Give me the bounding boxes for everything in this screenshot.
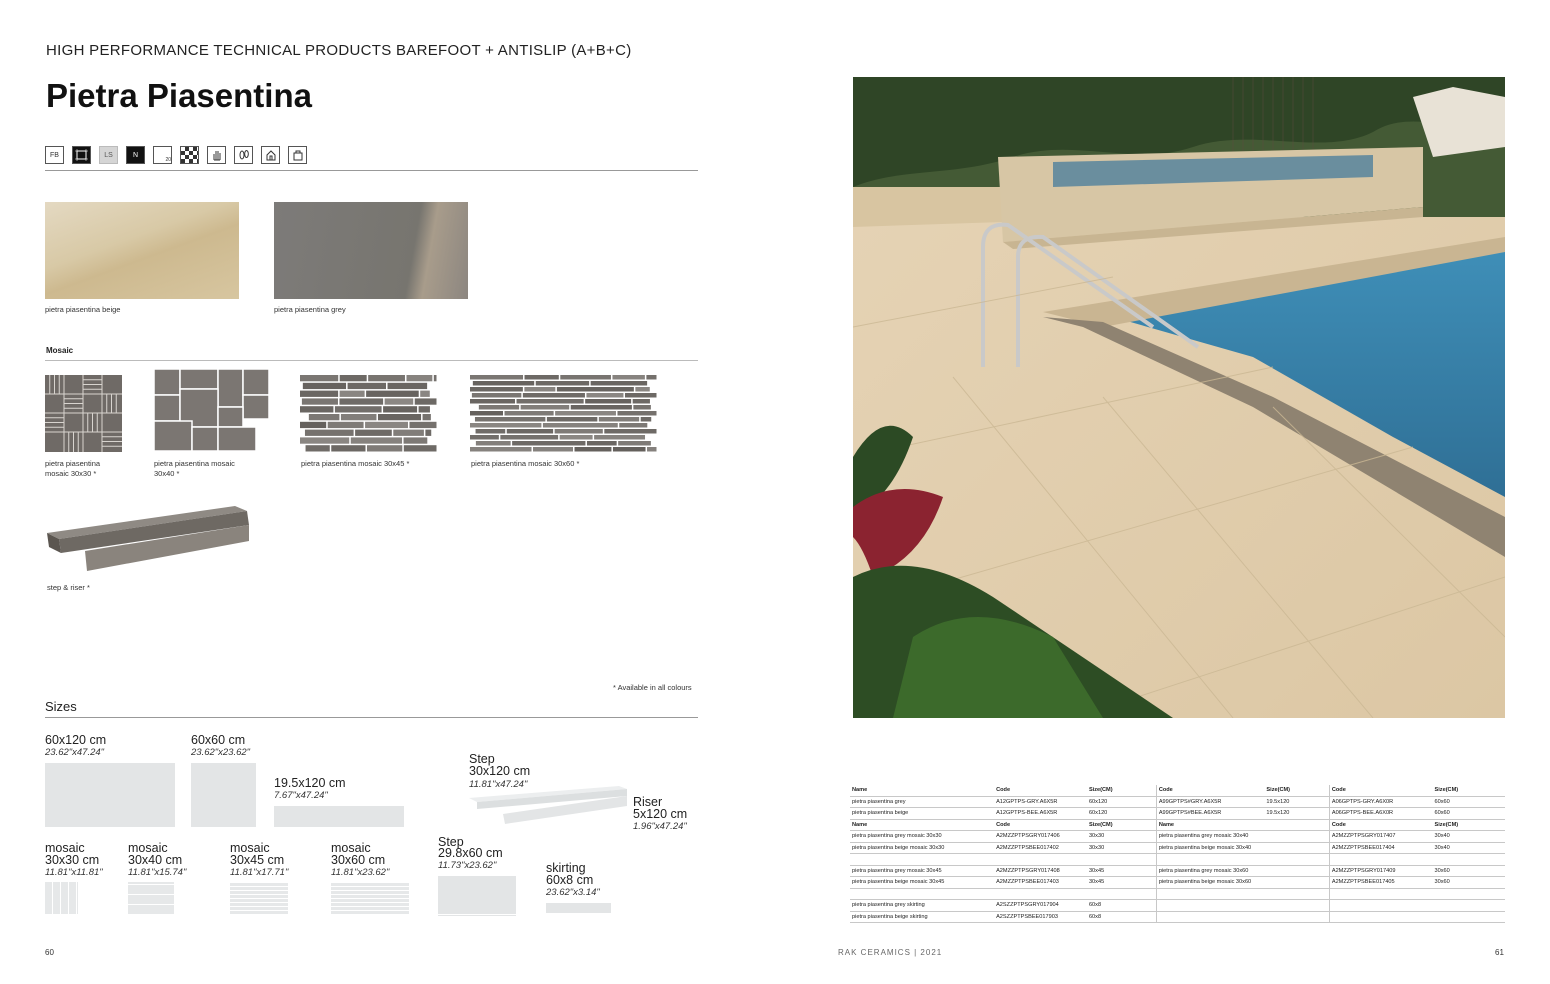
mosaic-strip: [619, 423, 647, 428]
spec-cell: [1264, 888, 1329, 900]
spec-cell: pietra piasentina grey mosaic 30x60: [1156, 865, 1264, 877]
size-m30x60-cm: 30x60 cm: [331, 853, 386, 867]
spec-cell: A2MZZPTPSGRY017408: [994, 865, 1087, 877]
spec-cell: [1087, 888, 1156, 900]
swatch-grey: [274, 202, 468, 299]
mosaic-strip: [555, 429, 603, 434]
spec-cell: A2MZZPTPSBEE017405: [1329, 877, 1432, 889]
mosaic-strip: [388, 383, 428, 389]
size-skirting-cm: 60x8 cm: [546, 873, 594, 887]
size-skirting-shape: [546, 903, 611, 913]
spec-cell: Code: [994, 819, 1087, 831]
mosaic-strip: [365, 422, 408, 428]
mosaic-strip: [517, 399, 584, 404]
spec-cell: [994, 888, 1087, 900]
mosaic-strip: [366, 391, 419, 397]
spec-cell: pietra piasentina grey mosaic 30x40: [1156, 831, 1264, 843]
spec-cell: [1156, 854, 1264, 866]
spec-cell: [1329, 888, 1432, 900]
mosaic-strip: [470, 447, 532, 452]
mosaic-strip: [635, 387, 649, 392]
ls-icon: LS: [99, 146, 118, 164]
mosaic-strip: [367, 445, 402, 451]
size-riser-kind: Riser: [633, 795, 663, 809]
mosaic-strip: [306, 445, 330, 451]
spec-cell: [1264, 911, 1329, 923]
page-number-left: 60: [45, 948, 54, 957]
size-m30x45-shape: [230, 882, 288, 914]
size-m30x40-kind: mosaic: [128, 841, 168, 855]
spec-cell: Code: [1156, 785, 1264, 796]
mosaic-strip: [633, 399, 650, 404]
size-19x120-shape: [274, 806, 404, 827]
mosaic-strip: [575, 447, 612, 452]
spec-cell: 30x40: [1433, 831, 1506, 843]
size-60x60-cm: 60x60 cm: [191, 733, 246, 747]
page-number-right: 61: [1495, 948, 1504, 957]
mosaic-strip: [420, 391, 430, 397]
page-title: Pietra Piasentina: [46, 77, 312, 114]
spec-cell: [1329, 854, 1432, 866]
mosaic-strip: [476, 429, 506, 434]
mosaic-strip: [586, 393, 623, 398]
size-step29-kind: Step: [438, 835, 464, 849]
size-skirting-in: 23.62"x3.14": [546, 887, 600, 898]
mosaic-strip: [646, 375, 656, 380]
mosaic-30x30-label-line1: pietra piasentina: [45, 459, 101, 468]
spec-cell: [1433, 888, 1506, 900]
mosaic-strip: [472, 393, 521, 398]
size-m30x30-cm: 30x30 cm: [45, 853, 100, 867]
mosaic-30x30-image: [45, 375, 122, 457]
mosaic-strip: [524, 387, 555, 392]
mosaic-strip: [536, 381, 589, 386]
spec-cell: 60x60: [1433, 808, 1506, 820]
mosaic-30x30-label-line2: mosaic 30x30 *: [45, 469, 97, 478]
spec-cell: pietra piasentina beige mosaic 30x60: [1156, 877, 1264, 889]
mosaic-strip: [555, 411, 616, 416]
mosaic-strip: [475, 417, 545, 422]
fb-icon: FB: [45, 146, 64, 164]
spec-table-wrap: [850, 785, 1505, 923]
spec-cell: [1433, 911, 1506, 923]
mosaic-heading: Mosaic: [46, 346, 74, 355]
spec-cell: 30x45: [1087, 865, 1156, 877]
mosaic-strip: [351, 437, 402, 443]
mosaic-strip: [599, 417, 639, 422]
mosaic-strip: [300, 437, 349, 443]
spec-cell: 60x120: [1087, 808, 1156, 820]
mosaic-strip: [348, 383, 386, 389]
size-step29-in: 11.73"x23.62": [438, 860, 497, 871]
size-60x120-cm: 60x120 cm: [45, 733, 107, 747]
rectified-icon: [72, 146, 91, 164]
mosaic-30x40-label-line2: 30x40 *: [154, 469, 180, 478]
spec-row: [850, 877, 1505, 889]
mosaic-strip: [406, 375, 432, 381]
mosaic-strip: [341, 414, 377, 420]
spec-cell: Name: [850, 819, 994, 831]
mosaic-30x60-label: pietra piasentina mosaic 30x60 *: [471, 459, 580, 468]
mosaic-strip: [604, 429, 656, 434]
mosaic-strip: [641, 417, 652, 422]
size-step30-in: 11.81"x47.24": [469, 779, 528, 790]
mosaic-strip: [470, 435, 499, 440]
mosaic-strip: [470, 411, 503, 416]
mosaic-strip: [625, 393, 657, 398]
spec-cell: pietra piasentina beige mosaic 30x30: [850, 842, 994, 854]
mosaic-30x45-label: pietra piasentina mosaic 30x45 *: [301, 459, 410, 468]
size-m30x40-cm: 30x40 cm: [128, 853, 183, 867]
size-60x60-in: 23.62"x23.62": [191, 747, 251, 758]
mosaic-strip: [425, 430, 431, 436]
spec-cell: A2MZZPTPSGRY017409: [1329, 865, 1432, 877]
mosaic-strip: [368, 375, 405, 381]
swatch-beige-label: pietra piasentina beige: [45, 305, 121, 314]
mosaic-strip: [409, 422, 436, 428]
spec-row: [850, 842, 1505, 854]
spec-cell: [1156, 911, 1264, 923]
footer-brand: RAK CERAMICS | 2021: [838, 948, 943, 957]
mosaic-strip: [385, 398, 414, 404]
mosaic-strip: [393, 430, 424, 436]
spec-cell: Size(CM): [1433, 819, 1506, 831]
spec-cell: pietra piasentina grey: [850, 796, 994, 808]
spec-cell: [1264, 877, 1329, 889]
mosaic-strip: [331, 445, 365, 451]
mosaic-strip: [415, 398, 437, 404]
spec-cell: A06GPTPS-BEE.A6X0R: [1329, 808, 1432, 820]
size-step29-cm: 29.8x60 cm: [438, 846, 503, 860]
spec-cell: 19.5x120: [1264, 808, 1329, 820]
spec-cell: Size(CM): [1264, 785, 1329, 796]
hand-icon: [207, 146, 226, 164]
size-m30x45-kind: mosaic: [230, 841, 270, 855]
spec-cell: Size(CM): [1087, 785, 1156, 796]
thickness-label: 20: [165, 157, 171, 163]
availability-note: * Available in all colours: [613, 683, 692, 692]
spec-cell: A12GPTPS-BEE.A6X5R: [994, 808, 1087, 820]
spec-cell: pietra piasentina beige skirting: [850, 911, 994, 923]
size-m30x60-in: 11.81"x23.62": [331, 867, 390, 878]
page-subtitle: HIGH PERFORMANCE TECHNICAL PRODUCTS BAREFOOT + ANTISLIP (A+B+C): [46, 42, 632, 59]
spec-cell: Code: [1329, 785, 1432, 796]
spec-row: [850, 819, 1505, 831]
spec-cell: [1264, 842, 1329, 854]
mosaic-strip: [547, 417, 597, 422]
step-riser-image: [45, 503, 251, 578]
mosaic-strip: [525, 375, 559, 380]
spec-cell: Size(CM): [1433, 785, 1506, 796]
spec-cell: A2MZZPTPSBEE017403: [994, 877, 1087, 889]
mosaic-strip: [476, 441, 511, 446]
mosaic-strip: [300, 406, 333, 412]
spec-table: [850, 785, 1505, 923]
size-m30x60-kind: mosaic: [331, 841, 371, 855]
mosaic-strip: [335, 406, 382, 412]
mosaic-30x60-image: [470, 375, 660, 458]
mosaic-strip: [434, 375, 437, 381]
spec-cell: pietra piasentina grey skirting: [850, 900, 994, 912]
spec-row: [850, 808, 1505, 820]
spec-cell: [1087, 854, 1156, 866]
spec-cell: [1264, 831, 1329, 843]
mosaic-30x45-image: [300, 375, 440, 458]
size-m30x30-shape: [45, 882, 78, 914]
mosaic-strip: [505, 411, 554, 416]
feature-icons: [45, 146, 307, 164]
spec-cell: 60x60: [1433, 796, 1506, 808]
spec-row: [850, 911, 1505, 923]
size-60x120-shape: [45, 763, 175, 827]
size-step30-cm: 30x120 cm: [469, 764, 531, 778]
size-m30x40-shape: [128, 882, 174, 914]
mosaic-strip: [533, 447, 573, 452]
spec-cell: [1156, 900, 1264, 912]
spec-cell: [1264, 865, 1329, 877]
mosaic-30x40-label: [154, 459, 235, 479]
mosaic-strip: [594, 435, 645, 440]
spec-row: [850, 865, 1505, 877]
swatch-grey-label: pietra piasentina grey: [274, 305, 346, 314]
spec-cell: [1433, 854, 1506, 866]
size-60x60-shape: [191, 763, 256, 827]
spec-cell: [850, 888, 994, 900]
mosaic-strip: [585, 399, 631, 404]
mosaic-strip: [305, 430, 354, 436]
mosaic-30x40-label-line1: pietra piasentina mosaic: [154, 459, 235, 468]
size-skirting-kind: skirting: [546, 861, 586, 875]
mosaic-strip: [470, 399, 515, 404]
spec-cell: [850, 854, 994, 866]
mosaic-strip: [378, 414, 421, 420]
spec-cell: 19.5x120: [1264, 796, 1329, 808]
spec-cell: 30x30: [1087, 842, 1156, 854]
size-m30x30-kind: mosaic: [45, 841, 85, 855]
spec-cell: 60x8: [1087, 911, 1156, 923]
mosaic-strip: [500, 435, 558, 440]
mosaic-strip: [587, 441, 617, 446]
mosaic-strip: [300, 391, 338, 397]
size-m30x40-in: 11.81"x15.74": [128, 867, 187, 878]
spec-cell: Code: [1329, 819, 1432, 831]
spec-row: [850, 785, 1505, 796]
spec-cell: 30x45: [1087, 877, 1156, 889]
mosaic-strip: [423, 414, 431, 420]
spec-cell: [1433, 900, 1506, 912]
mosaic-strip: [340, 375, 367, 381]
spec-cell: [1264, 900, 1329, 912]
spec-cell: [1329, 911, 1432, 923]
spec-cell: pietra piasentina beige mosaic 30x40: [1156, 842, 1264, 854]
mosaic-strip: [404, 437, 428, 443]
mosaic-strip: [543, 423, 618, 428]
mosaic-strip: [560, 375, 611, 380]
mosaic-strip: [613, 447, 646, 452]
mosaic-strip: [612, 375, 644, 380]
mosaic-strip: [473, 381, 534, 386]
spec-cell: Code: [994, 785, 1087, 796]
spec-cell: A2MZZPTPSGRY017407: [1329, 831, 1432, 843]
mosaic-strip: [302, 398, 338, 404]
size-riser-in: 1.96"x47.24": [633, 821, 687, 832]
spec-cell: [994, 854, 1087, 866]
size-m30x30-in: 11.81"x11.81": [45, 867, 103, 878]
spec-cell: 60x120: [1087, 796, 1156, 808]
spec-cell: Size(CM): [1087, 819, 1156, 831]
header-divider: [45, 170, 698, 171]
spec-cell: A06GPTPS-GRY.A6X0R: [1329, 796, 1432, 808]
spec-cell: [1156, 888, 1264, 900]
spec-cell: pietra piasentina grey mosaic 30x30: [850, 831, 994, 843]
mosaic-strip: [300, 375, 338, 381]
mosaic-strip: [507, 429, 553, 434]
spec-cell: pietra piasentina beige: [850, 808, 994, 820]
sizes-heading: Sizes: [45, 699, 77, 714]
mosaic-strip: [591, 381, 647, 386]
spec-cell: A2MZZPTPSBEE017404: [1329, 842, 1432, 854]
spec-cell: Name: [850, 785, 994, 796]
commercial-icon: [288, 146, 307, 164]
spec-cell: A2SZZPTPSBEE017903: [994, 911, 1087, 923]
spec-cell: pietra piasentina grey mosaic 30x45: [850, 865, 994, 877]
spec-row: [850, 900, 1505, 912]
sizes-divider: [45, 717, 698, 718]
spec-cell: A2MZZPTPSBEE017402: [994, 842, 1087, 854]
mosaic-strip: [617, 411, 656, 416]
size-step30-kind: Step: [469, 752, 495, 766]
mosaic-strip: [470, 375, 523, 380]
size-m30x60-shape: [331, 882, 409, 914]
spec-cell: 30x40: [1433, 842, 1506, 854]
spec-cell: A99GPTPS#GRY.A6X5R: [1156, 796, 1264, 808]
spec-row: [850, 854, 1505, 866]
spec-cell: [1264, 854, 1329, 866]
spec-cell: 30x30: [1087, 831, 1156, 843]
mosaic-30x30-label: [45, 459, 100, 479]
spec-cell: A2SZZPTPSGRY017904: [994, 900, 1087, 912]
mosaic-strip: [479, 405, 519, 410]
barefoot-icon: [234, 146, 253, 164]
spec-cell: 60x8: [1087, 900, 1156, 912]
mosaic-strip: [300, 422, 326, 428]
mosaic-strip: [419, 406, 430, 412]
swatch-beige: [45, 202, 239, 299]
mosaic-30x40-image: [153, 368, 270, 457]
shade-variation-icon: [180, 146, 199, 164]
mosaic-strip: [355, 430, 392, 436]
mosaic-divider: [45, 360, 698, 361]
mosaic-strip: [309, 414, 340, 420]
n-icon: N: [126, 146, 145, 164]
size-m30x45-cm: 30x45 cm: [230, 853, 285, 867]
step-riser-label: step & riser *: [47, 583, 90, 592]
spec-cell: A99GPTPS#BEE.A6X5R: [1156, 808, 1264, 820]
mosaic-strip: [340, 391, 365, 397]
spec-row: [850, 888, 1505, 900]
mosaic-strip: [303, 383, 346, 389]
mosaic-strip: [523, 393, 585, 398]
mosaic-strip: [557, 387, 634, 392]
size-step-riser-shape: [467, 784, 631, 831]
home-icon: [261, 146, 280, 164]
mosaic-strip: [339, 398, 383, 404]
spec-cell: Name: [1156, 819, 1264, 831]
spec-cell: [1264, 819, 1329, 831]
spec-cell: A12GPTPS-GRY.A6X5R: [994, 796, 1087, 808]
size-m30x45-in: 11.81"x17.71": [230, 867, 289, 878]
mosaic-strip: [470, 423, 541, 428]
spec-cell: A2MZZPTPSGRY017406: [994, 831, 1087, 843]
mosaic-strip: [560, 435, 593, 440]
mosaic-strip: [328, 422, 364, 428]
spec-row: [850, 831, 1505, 843]
spec-row: [850, 796, 1505, 808]
mosaic-strip: [633, 405, 650, 410]
mosaic-strip: [512, 441, 585, 446]
size-19x120-cm: 19.5x120 cm: [274, 776, 346, 790]
mosaic-strip: [521, 405, 570, 410]
size-step29-shape: [438, 876, 516, 917]
size-60x120-in: 23.62"x47.24": [45, 747, 105, 758]
size-19x120-in: 7.67"x47.24": [274, 790, 328, 801]
mosaic-strip: [404, 445, 437, 451]
mosaic-strip: [383, 406, 417, 412]
spec-cell: 30x60: [1433, 877, 1506, 889]
spec-cell: [1329, 900, 1432, 912]
size-riser-cm: 5x120 cm: [633, 807, 688, 821]
spec-cell: 30x60: [1433, 865, 1506, 877]
mosaic-strip: [571, 405, 632, 410]
pool-photo: [853, 77, 1505, 718]
thickness-icon: [153, 146, 172, 164]
mosaic-strip: [618, 441, 651, 446]
mosaic-strip: [647, 447, 656, 452]
mosaic-strip: [470, 387, 523, 392]
spec-cell: pietra piasentina beige mosaic 30x45: [850, 877, 994, 889]
